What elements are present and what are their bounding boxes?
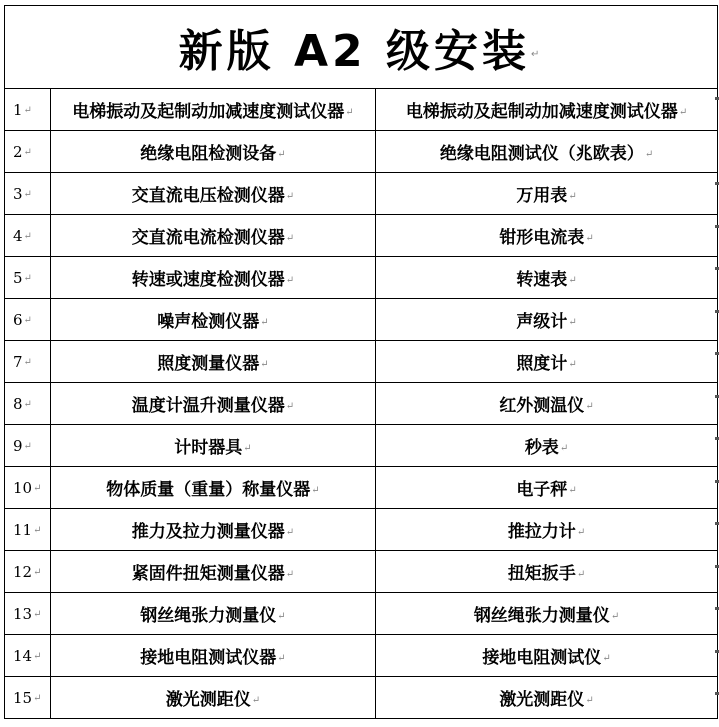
table-row — [5, 593, 718, 635]
instrument-name-cell — [376, 425, 718, 467]
paragraph-mark-icon: ↵ — [568, 317, 577, 328]
device-category-cell — [51, 173, 376, 215]
row-number: 1 — [13, 100, 23, 119]
row-number-cell — [5, 593, 51, 635]
device-category-cell — [51, 257, 376, 299]
edge-mark — [715, 267, 719, 270]
instrument-name: 声级计 — [516, 312, 568, 332]
paragraph-mark-icon: ↵ — [33, 693, 42, 704]
paragraph-mark-icon: ↵ — [678, 107, 688, 118]
paragraph-mark-icon: ↵ — [23, 189, 32, 200]
paragraph-mark-icon: ↵ — [585, 401, 594, 412]
table-row — [5, 89, 718, 131]
edge-mark — [715, 225, 719, 228]
paragraph-mark-icon: ↵ — [23, 147, 32, 158]
row-number: 10 — [13, 478, 33, 497]
row-number-cell — [5, 173, 51, 215]
row-number: 13 — [13, 604, 33, 623]
paragraph-mark-icon: ↵ — [585, 233, 594, 244]
row-number-cell — [5, 677, 51, 719]
device-category: 交直流电压检测仪器 — [131, 186, 285, 206]
row-number: 12 — [13, 562, 33, 581]
table-row — [5, 299, 718, 341]
paragraph-mark-icon: ↵ — [23, 441, 32, 452]
instrument-name-cell — [376, 215, 718, 257]
row-number-cell — [5, 383, 51, 425]
paragraph-mark-icon: ↵ — [568, 275, 577, 286]
device-category: 照度测量仪器 — [157, 354, 260, 374]
device-category-cell — [51, 593, 376, 635]
edge-mark — [715, 395, 719, 398]
device-category-cell — [51, 89, 376, 131]
right-edge-marks — [715, 0, 719, 727]
instrument-name-cell — [376, 89, 718, 131]
instrument-name: 红外测温仪 — [499, 396, 585, 416]
table-title: 新版 A2 级安装 — [178, 26, 530, 77]
edge-mark — [715, 310, 719, 313]
paragraph-mark-icon: ↵ — [559, 443, 569, 454]
device-category-cell — [51, 299, 376, 341]
row-number: 2 — [13, 142, 23, 161]
paragraph-mark-icon: ↵ — [23, 399, 32, 410]
device-category-cell — [51, 635, 376, 677]
paragraph-mark-icon: ↵ — [644, 149, 654, 160]
device-category-cell — [51, 341, 376, 383]
paragraph-mark-icon: ↵ — [251, 695, 261, 706]
row-number-cell — [5, 467, 51, 509]
instrument-name-cell — [376, 341, 718, 383]
row-number: 4 — [13, 226, 23, 245]
paragraph-mark-icon: ↵ — [585, 695, 594, 706]
device-category-cell — [51, 677, 376, 719]
table-row — [5, 383, 718, 425]
device-category: 绝缘电阻检测设备 — [140, 144, 277, 164]
table-title-cell — [5, 6, 718, 89]
paragraph-mark-icon: ↵ — [576, 569, 586, 580]
instrument-name: 绝缘电阻测试仪（兆欧表） — [439, 144, 644, 164]
edge-mark — [715, 607, 719, 610]
instrument-name-cell — [376, 173, 718, 215]
device-category: 电梯振动及起制动加减速度测试仪器 — [72, 102, 345, 122]
table-row — [5, 509, 718, 551]
paragraph-mark-icon: ↵ — [285, 527, 295, 538]
device-category: 接地电阻测试仪器 — [140, 648, 277, 668]
edge-mark — [715, 182, 719, 185]
instrument-name: 钳形电流表 — [499, 228, 585, 248]
paragraph-mark-icon: ↵ — [576, 527, 586, 538]
table-row — [5, 635, 718, 677]
device-category: 激光测距仪 — [165, 690, 251, 710]
instrument-name: 转速表 — [516, 270, 568, 290]
paragraph-mark-icon: ↵ — [568, 485, 577, 496]
row-number: 14 — [13, 646, 33, 665]
table-row — [5, 173, 718, 215]
device-category-cell — [51, 467, 376, 509]
row-number: 11 — [13, 520, 33, 539]
instrument-name-cell — [376, 593, 718, 635]
instrument-name: 电子秤 — [516, 480, 568, 500]
edge-mark — [715, 97, 719, 100]
edge-mark — [715, 565, 719, 568]
equipment-table — [4, 5, 718, 719]
paragraph-mark-icon: ↵ — [23, 105, 32, 116]
paragraph-mark-icon: ↵ — [260, 317, 269, 328]
row-number-cell — [5, 509, 51, 551]
instrument-name: 接地电阻测试仪 — [482, 648, 602, 668]
row-number-cell — [5, 299, 51, 341]
device-category-cell — [51, 425, 376, 467]
paragraph-mark-icon: ↵ — [243, 443, 252, 454]
table-row — [5, 467, 718, 509]
paragraph-mark-icon: ↵ — [285, 191, 295, 202]
paragraph-mark-icon: ↵ — [33, 651, 42, 662]
paragraph-mark-icon: ↵ — [568, 191, 577, 202]
paragraph-mark-icon: ↵ — [33, 567, 42, 578]
paragraph-mark-icon: ↵ — [285, 401, 295, 412]
row-number-cell — [5, 425, 51, 467]
paragraph-mark-icon: ↵ — [23, 357, 32, 368]
instrument-name-cell — [376, 131, 718, 173]
paragraph-mark-icon: ↵ — [602, 653, 611, 664]
row-number: 7 — [13, 352, 23, 371]
paragraph-mark-icon: ↵ — [285, 233, 295, 244]
table-body — [5, 6, 718, 719]
row-number-cell — [5, 635, 51, 677]
instrument-name: 推拉力计 — [507, 522, 576, 542]
instrument-name: 电梯振动及起制动加减速度测试仪器 — [405, 102, 678, 122]
row-number-cell — [5, 551, 51, 593]
paragraph-mark-icon: ↵ — [23, 231, 32, 242]
paragraph-mark-icon: ↵ — [33, 525, 42, 536]
paragraph-mark-icon: ↵ — [23, 315, 32, 326]
row-number: 8 — [13, 394, 23, 413]
instrument-name-cell — [376, 383, 718, 425]
device-category-cell — [51, 215, 376, 257]
document-page — [4, 5, 717, 719]
row-number-cell — [5, 89, 51, 131]
table-row — [5, 257, 718, 299]
device-category-cell — [51, 383, 376, 425]
instrument-name: 激光测距仪 — [499, 690, 585, 710]
edge-mark — [715, 480, 719, 483]
device-category: 推力及拉力测量仪器 — [131, 522, 285, 542]
paragraph-mark-icon: ↵ — [277, 149, 286, 160]
instrument-name-cell — [376, 677, 718, 719]
row-number: 15 — [13, 688, 33, 707]
paragraph-mark-icon: ↵ — [23, 273, 32, 284]
paragraph-mark-icon: ↵ — [33, 483, 42, 494]
row-number-cell — [5, 341, 51, 383]
device-category: 噪声检测仪器 — [157, 312, 260, 332]
row-number: 6 — [13, 310, 23, 329]
paragraph-mark-icon: ↵ — [345, 107, 354, 118]
device-category-cell — [51, 509, 376, 551]
paragraph-mark-icon: ↵ — [260, 359, 269, 370]
row-number-cell — [5, 257, 51, 299]
edge-mark — [715, 352, 719, 355]
instrument-name-cell — [376, 509, 718, 551]
table-row — [5, 215, 718, 257]
instrument-name-cell — [376, 257, 718, 299]
instrument-name: 秒表 — [524, 438, 559, 458]
device-category: 钢丝绳张力测量仪 — [140, 606, 277, 626]
instrument-name: 万用表 — [516, 186, 568, 206]
table-row — [5, 425, 718, 467]
device-category-cell — [51, 131, 376, 173]
device-category: 温度计温升测量仪器 — [131, 396, 285, 416]
paragraph-mark-icon: ↵ — [568, 359, 577, 370]
paragraph-mark-icon: ↵ — [33, 609, 42, 620]
row-number: 5 — [13, 268, 23, 287]
paragraph-mark-icon: ↵ — [285, 569, 295, 580]
row-number-cell — [5, 215, 51, 257]
device-category: 交直流电流检测仪器 — [131, 228, 285, 248]
title-row — [5, 6, 718, 89]
instrument-name: 扭矩扳手 — [507, 564, 576, 584]
device-category: 转速或速度检测仪器 — [131, 270, 285, 290]
table-row — [5, 341, 718, 383]
device-category: 物体质量（重量）称量仪器 — [106, 480, 311, 500]
row-number-cell — [5, 131, 51, 173]
edge-mark — [715, 522, 719, 525]
row-number: 3 — [13, 184, 23, 203]
instrument-name: 钢丝绳张力测量仪 — [473, 606, 610, 626]
instrument-name-cell — [376, 467, 718, 509]
paragraph-mark-icon: ↵ — [311, 485, 320, 496]
table-row — [5, 677, 718, 719]
instrument-name-cell — [376, 551, 718, 593]
edge-mark — [715, 650, 719, 653]
table-row — [5, 131, 718, 173]
instrument-name-cell — [376, 635, 718, 677]
edge-mark — [715, 692, 719, 695]
paragraph-mark-icon: ↵ — [610, 611, 620, 622]
table-row — [5, 551, 718, 593]
device-category-cell — [51, 551, 376, 593]
paragraph-mark-icon: ↵ — [277, 653, 286, 664]
row-number: 9 — [13, 436, 23, 455]
paragraph-mark-icon: ↵ — [277, 611, 286, 622]
device-category: 紧固件扭矩测量仪器 — [131, 564, 285, 584]
device-category: 计时器具 — [174, 438, 243, 458]
paragraph-mark-icon: ↵ — [285, 275, 295, 286]
instrument-name-cell — [376, 299, 718, 341]
instrument-name: 照度计 — [516, 354, 568, 374]
edge-mark — [715, 437, 719, 440]
paragraph-mark-icon: ↵ — [530, 48, 544, 60]
